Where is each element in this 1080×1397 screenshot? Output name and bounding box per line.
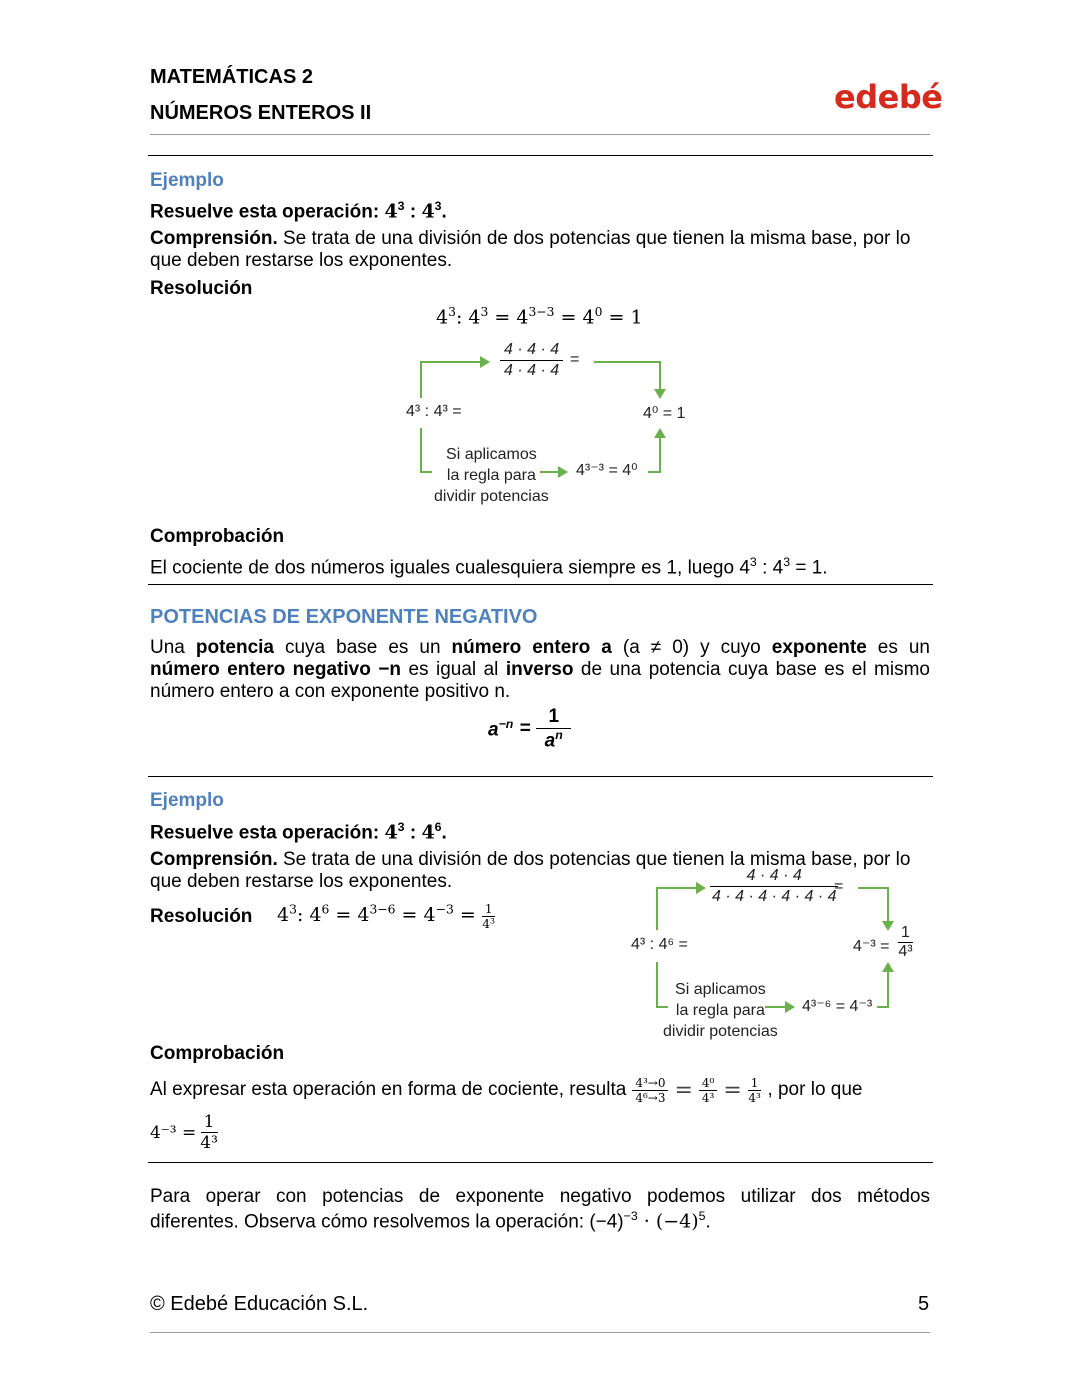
text-fragment: 3−3 [528, 305, 555, 319]
text-fragment: 3 [783, 555, 791, 569]
example-label: Ejemplo [150, 170, 224, 191]
text-fragment: 3 [289, 902, 297, 917]
text-fragment: la regla para [446, 467, 536, 484]
check-text [150, 1070, 863, 1110]
text-fragment: . [441, 822, 447, 844]
text-fragment: la regla para [675, 1002, 765, 1019]
divider [148, 1162, 933, 1163]
text-fragment: = 4 [488, 306, 529, 329]
text-fragment: Si aplicamos [675, 981, 766, 998]
equals-sign: = [570, 351, 580, 368]
arrow-line [765, 1006, 787, 1008]
text-fragment: 1 [482, 902, 496, 917]
text-fragment: 6 [321, 902, 330, 917]
text-fragment: 4 · 4 · 4 · 4 · 4 · 4 [712, 888, 837, 905]
text-fragment: Resuelve esta operación: [150, 822, 385, 844]
arrow-up-icon [882, 962, 894, 972]
check-label: Comprobación [150, 1043, 285, 1064]
text-fragment: −n [498, 716, 514, 731]
text-fragment: 3 [749, 555, 757, 569]
arrow-line [887, 887, 889, 923]
text-fragment: = 1. [790, 557, 828, 579]
text-fragment: = 1 [602, 306, 643, 329]
text-fragment: = 4 [554, 306, 595, 329]
text-fragment: −3 [435, 902, 454, 917]
text-fragment: que deben restarse los exponentes. [150, 871, 453, 892]
text-fragment [748, 1076, 762, 1105]
definition-line-3: número entero a con exponente positivo n. [150, 681, 511, 702]
text-fragment: dividir potencias [434, 488, 549, 505]
text-fragment: 1 [536, 706, 571, 729]
text-fragment: : [455, 306, 469, 329]
text-fragment: El cociente de dos números iguales cualesquiera siempre es 1, luego 4 [150, 557, 750, 579]
text-fragment: 3 [397, 820, 405, 834]
text-fragment: a [544, 730, 556, 752]
text-fragment: 1 [748, 1076, 762, 1091]
text-fragment: = 4 [395, 904, 436, 926]
text-fragment: 4 [436, 306, 449, 329]
text-fragment: 3 [489, 915, 495, 925]
text-fragment: 0 [594, 305, 603, 319]
closing-line-2 [150, 1210, 711, 1233]
text-fragment: es igual al [400, 659, 506, 680]
text-fragment: Si aplicamos [446, 446, 537, 463]
rule-result: 4³⁻⁶ = 4⁻³ [802, 998, 873, 1015]
text-fragment [699, 1076, 717, 1105]
arrow-right-icon [696, 882, 706, 894]
diagram-result-fraction [898, 924, 913, 961]
text-fragment: = 4 [329, 904, 370, 926]
arrow-line [656, 887, 658, 930]
arrow-down-icon [882, 921, 894, 931]
text-fragment: Se trata de una división de dos potencias que tienen la misma base, por lo [277, 228, 911, 249]
text-fragment: 4³ [701, 1090, 715, 1105]
text-fragment: 5 [698, 1209, 706, 1223]
unit-title: NÚMEROS ENTEROS II [150, 102, 372, 124]
check-label: Comprobación [150, 526, 285, 547]
text-fragment: , por lo que [767, 1079, 863, 1100]
text-fragment: 4 [277, 904, 290, 926]
footer-divider [150, 1332, 930, 1333]
diagram-result: 4⁻³ = [853, 938, 890, 955]
text-fragment: n [555, 728, 563, 742]
text-fragment: 3 [397, 199, 405, 213]
equals-sign: = [834, 878, 844, 895]
text-fragment: 4 [421, 200, 435, 223]
text-fragment: cuya base es un [273, 637, 452, 658]
example-label: Ejemplo [150, 790, 224, 811]
resolution-label: Resolución [150, 278, 253, 299]
closing-line-1: Para operar con potencias de exponente negativo podemos utilizar dos métodos [150, 1186, 930, 1207]
arrow-line [887, 970, 889, 1008]
text-fragment: Se trata de una división de dos potencias que tienen la misma base, por lo [277, 849, 911, 870]
arrow-right-icon [785, 1001, 795, 1013]
final-result [150, 1112, 218, 1153]
section-title: POTENCIAS DE EXPONENTE NEGATIVO [150, 606, 538, 628]
text-fragment: = [674, 1077, 693, 1103]
text-fragment: 4 [482, 916, 490, 931]
text-fragment: 4 [421, 821, 435, 844]
text-fragment: = [453, 904, 482, 926]
text-fragment: Al expresar esta operación en forma de cociente, resulta [150, 1079, 627, 1100]
edebe-logo: edebé [834, 78, 943, 116]
text-fragment: 4 [468, 306, 481, 329]
text-fragment: 4³ [200, 1133, 218, 1153]
text-fragment: Comprensión. [150, 228, 278, 249]
text-fragment: diferentes. Observa cómo resolvemos la operación: (−4) [150, 1211, 624, 1233]
page-number: 5 [918, 1293, 930, 1315]
text-fragment: es un [866, 637, 930, 658]
text-fragment: potencia [195, 637, 274, 658]
text-fragment: 3 [434, 199, 442, 213]
text-fragment: 4 · 4 · 4 [504, 362, 560, 379]
text-fragment: 6 [434, 820, 442, 834]
text-fragment: (a ≠ 0) y cuyo [611, 637, 772, 658]
text-fragment: 4³ [898, 943, 913, 960]
copyright: © Edebé Educación S.L. [150, 1293, 369, 1315]
exponent: 3−6 [369, 902, 396, 917]
text-fragment: 4⁻³ = [150, 1122, 197, 1143]
rule-note [663, 979, 778, 1042]
text-fragment: 4⁰ [699, 1076, 717, 1091]
text-fragment: · (−4) [637, 1210, 699, 1233]
text-fragment: exponente [771, 637, 867, 658]
text-fragment: 4³ [748, 1090, 761, 1105]
diagram-start: 4³ : 4³ = [406, 403, 462, 420]
text-fragment [632, 1076, 668, 1105]
text-fragment: 4³→0 [632, 1076, 668, 1091]
text-fragment: 4 [309, 904, 322, 926]
arrow-line [656, 887, 698, 889]
text-fragment: −3 [623, 1209, 638, 1223]
diagram-result: 4⁰ = 1 [643, 405, 686, 422]
rule-result: 4³⁻³ = 4⁰ [576, 462, 638, 479]
arrow-line [858, 887, 889, 889]
text-fragment: : [404, 201, 422, 223]
text-fragment: 1 [898, 924, 913, 943]
text-fragment: 3 [480, 305, 489, 319]
text-fragment: . [441, 201, 447, 223]
text-fragment: inverso [505, 659, 574, 680]
text-fragment: que deben restarse los exponentes. [150, 250, 453, 271]
text-fragment: : [404, 822, 422, 844]
text-fragment: Resuelve esta operación: [150, 201, 385, 223]
subject-title: MATEMÁTICAS 2 [150, 66, 313, 88]
text-fragment [200, 1112, 218, 1153]
text-fragment: 4 [384, 821, 398, 844]
resolution-label: Resolución [150, 906, 253, 927]
text-fragment: Comprensión. [150, 849, 278, 870]
text-fragment: de una potencia cuya base es el mismo [573, 659, 931, 680]
text-fragment: 4⁶→3 [635, 1090, 666, 1105]
text-fragment: : 4 [756, 557, 784, 579]
text-fragment: = [519, 718, 531, 740]
text-fragment: número entero negativo −n [150, 659, 401, 680]
text-fragment: 4 · 4 · 4 [500, 340, 563, 361]
text-fragment: 4 · 4 · 4 [710, 866, 838, 887]
cancel-fraction [710, 866, 838, 907]
text-fragment: . [705, 1211, 711, 1233]
text-fragment: número entero a [451, 637, 612, 658]
text-fragment: = [723, 1077, 742, 1103]
text-fragment: 1 [201, 1112, 218, 1133]
text-fragment: dividir potencias [663, 1023, 778, 1040]
text-fragment: 3 [448, 305, 456, 319]
text-fragment: : [296, 904, 310, 926]
diagram-start: 4³ : 4⁶ = [631, 936, 688, 953]
arrow-line [656, 962, 658, 1007]
text-fragment: a [488, 718, 499, 740]
text-fragment: 4 [384, 200, 398, 223]
text-fragment: Una [150, 637, 196, 658]
